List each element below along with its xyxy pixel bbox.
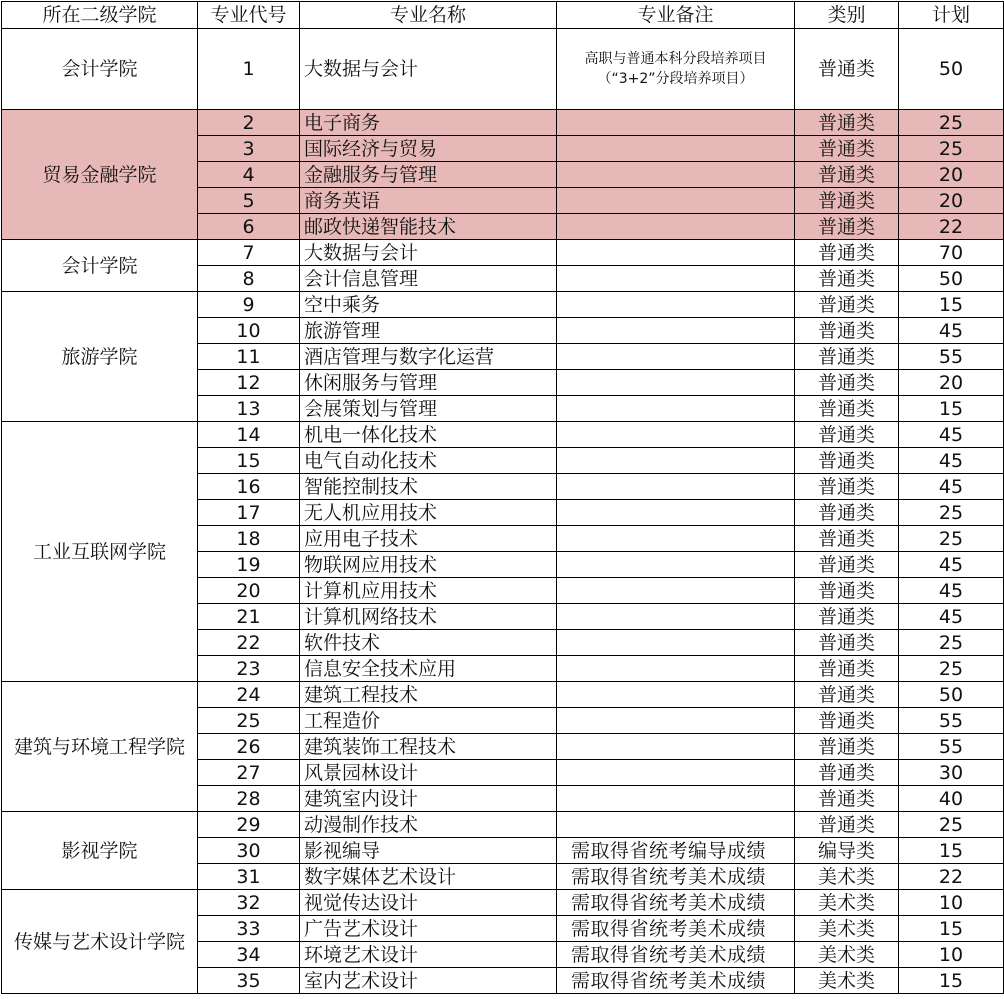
category-cell: 普通类: [795, 474, 899, 500]
major-name-cell: 智能控制技术: [300, 474, 557, 500]
major-code-cell: 8: [198, 266, 300, 292]
major-note-cell: [557, 474, 795, 500]
major-note-cell: [557, 214, 795, 240]
major-code-cell: 15: [198, 448, 300, 474]
major-code-cell: 12: [198, 370, 300, 396]
category-cell: 编导类: [795, 838, 899, 864]
major-name-cell: 计算机网络技术: [300, 604, 557, 630]
major-note-cell: [557, 136, 795, 162]
plan-cell: 15: [899, 292, 1004, 318]
college-cell: 影视学院: [2, 812, 198, 890]
major-code-cell: 31: [198, 864, 300, 890]
plan-cell: 25: [899, 656, 1004, 682]
plan-cell: 25: [899, 136, 1004, 162]
major-note-cell: [557, 760, 795, 786]
major-name-cell: 大数据与会计: [300, 240, 557, 266]
major-name-cell: 环境艺术设计: [300, 942, 557, 968]
table-row: [2, 890, 1004, 916]
major-name-cell: 工程造价: [300, 708, 557, 734]
major-note-cell: [557, 370, 795, 396]
college-cell: 会计学院: [2, 29, 198, 110]
major-name-cell: 机电一体化技术: [300, 422, 557, 448]
major-code-cell: 17: [198, 500, 300, 526]
major-code-cell: 32: [198, 890, 300, 916]
major-note-cell: 需取得省统考美术成绩: [557, 942, 795, 968]
plan-cell: 45: [899, 474, 1004, 500]
plan-cell: 30: [899, 760, 1004, 786]
major-name-cell: 数字媒体艺术设计: [300, 864, 557, 890]
category-cell: 普通类: [795, 136, 899, 162]
major-note-cell: 需取得省统考编导成绩: [557, 838, 795, 864]
major-code-cell: 10: [198, 318, 300, 344]
plan-cell: 45: [899, 448, 1004, 474]
major-name-cell: 电子商务: [300, 110, 557, 136]
major-name-cell: 软件技术: [300, 630, 557, 656]
plan-cell: 25: [899, 526, 1004, 552]
header-category: 类别: [795, 2, 899, 29]
major-note-cell: [557, 422, 795, 448]
category-cell: 美术类: [795, 890, 899, 916]
major-note-cell: [557, 604, 795, 630]
major-code-cell: 20: [198, 578, 300, 604]
plan-cell: 45: [899, 604, 1004, 630]
plan-cell: 20: [899, 188, 1004, 214]
major-name-cell: 邮政快递智能技术: [300, 214, 557, 240]
plan-cell: 15: [899, 968, 1004, 994]
major-name-cell: 大数据与会计: [300, 29, 557, 110]
major-note-cell: [557, 526, 795, 552]
major-name-cell: 无人机应用技术: [300, 500, 557, 526]
plan-cell: 25: [899, 630, 1004, 656]
plan-cell: 55: [899, 344, 1004, 370]
major-note-cell: [557, 266, 795, 292]
college-cell: 建筑与环境工程学院: [2, 682, 198, 812]
major-name-cell: 风景园林设计: [300, 760, 557, 786]
major-name-cell: 商务英语: [300, 188, 557, 214]
header-major-name: 专业名称: [300, 2, 557, 29]
major-code-cell: 3: [198, 136, 300, 162]
major-code-cell: 27: [198, 760, 300, 786]
plan-cell: 22: [899, 214, 1004, 240]
major-name-cell: 室内艺术设计: [300, 968, 557, 994]
major-note-cell: [557, 448, 795, 474]
major-name-cell: 建筑工程技术: [300, 682, 557, 708]
category-cell: 普通类: [795, 578, 899, 604]
plan-cell: 50: [899, 266, 1004, 292]
major-note-cell: 需取得省统考美术成绩: [557, 890, 795, 916]
major-name-cell: 会计信息管理: [300, 266, 557, 292]
plan-cell: 45: [899, 552, 1004, 578]
plan-cell: 45: [899, 422, 1004, 448]
major-name-cell: 建筑室内设计: [300, 786, 557, 812]
category-cell: 普通类: [795, 266, 899, 292]
plan-cell: 15: [899, 396, 1004, 422]
major-code-cell: 21: [198, 604, 300, 630]
major-code-cell: 1: [198, 29, 300, 110]
plan-cell: 40: [899, 786, 1004, 812]
major-note-cell: 需取得省统考美术成绩: [557, 916, 795, 942]
category-cell: 美术类: [795, 916, 899, 942]
plan-cell: 10: [899, 942, 1004, 968]
major-note-cell: [557, 318, 795, 344]
category-cell: 普通类: [795, 188, 899, 214]
major-code-cell: 23: [198, 656, 300, 682]
major-code-cell: 4: [198, 162, 300, 188]
major-code-cell: 5: [198, 188, 300, 214]
college-cell: 贸易金融学院: [2, 110, 198, 240]
category-cell: 普通类: [795, 552, 899, 578]
major-note-cell: [557, 110, 795, 136]
category-cell: 普通类: [795, 162, 899, 188]
plan-cell: 25: [899, 500, 1004, 526]
category-cell: 普通类: [795, 604, 899, 630]
major-name-cell: 应用电子技术: [300, 526, 557, 552]
category-cell: 普通类: [795, 422, 899, 448]
category-cell: 普通类: [795, 526, 899, 552]
major-note-cell: [557, 552, 795, 578]
category-cell: 普通类: [795, 29, 899, 110]
major-code-cell: 7: [198, 240, 300, 266]
major-code-cell: 28: [198, 786, 300, 812]
major-note-cell: 需取得省统考美术成绩: [557, 968, 795, 994]
major-code-cell: 13: [198, 396, 300, 422]
plan-cell: 45: [899, 318, 1004, 344]
plan-cell: 55: [899, 734, 1004, 760]
major-code-cell: 26: [198, 734, 300, 760]
major-code-cell: 34: [198, 942, 300, 968]
major-name-cell: 信息安全技术应用: [300, 656, 557, 682]
major-note-cell: [557, 344, 795, 370]
plan-cell: 20: [899, 162, 1004, 188]
category-cell: 普通类: [795, 682, 899, 708]
major-code-cell: 22: [198, 630, 300, 656]
category-cell: 普通类: [795, 448, 899, 474]
table-row: [2, 682, 1004, 708]
major-code-cell: 2: [198, 110, 300, 136]
category-cell: 普通类: [795, 786, 899, 812]
major-code-cell: 24: [198, 682, 300, 708]
major-name-cell: 空中乘务: [300, 292, 557, 318]
table-row: [2, 292, 1004, 318]
enrollment-plan-table: [1, 1, 1004, 994]
major-code-cell: 9: [198, 292, 300, 318]
category-cell: 普通类: [795, 630, 899, 656]
table-row: [2, 240, 1004, 266]
major-code-cell: 30: [198, 838, 300, 864]
major-code-cell: 11: [198, 344, 300, 370]
major-note-cell: [557, 292, 795, 318]
plan-cell: 20: [899, 370, 1004, 396]
header-code: 专业代号: [198, 2, 300, 29]
category-cell: 普通类: [795, 214, 899, 240]
major-name-cell: 休闲服务与管理: [300, 370, 557, 396]
major-note-cell: [557, 682, 795, 708]
plan-cell: 25: [899, 812, 1004, 838]
major-code-cell: 16: [198, 474, 300, 500]
category-cell: 美术类: [795, 968, 899, 994]
major-note-cell: 高职与普通本科分段培养项目（“3+2”分段培养项目）: [557, 29, 795, 110]
category-cell: 普通类: [795, 292, 899, 318]
major-note-cell: 需取得省统考美术成绩: [557, 864, 795, 890]
category-cell: 普通类: [795, 734, 899, 760]
category-cell: 普通类: [795, 812, 899, 838]
major-note-cell: [557, 708, 795, 734]
major-note-cell: [557, 500, 795, 526]
major-note-cell: [557, 734, 795, 760]
category-cell: 普通类: [795, 240, 899, 266]
college-cell: 会计学院: [2, 240, 198, 292]
major-code-cell: 33: [198, 916, 300, 942]
major-code-cell: 19: [198, 552, 300, 578]
category-cell: 普通类: [795, 656, 899, 682]
plan-cell: 22: [899, 864, 1004, 890]
major-note-cell: [557, 630, 795, 656]
major-name-cell: 动漫制作技术: [300, 812, 557, 838]
category-cell: 普通类: [795, 370, 899, 396]
table-row: [2, 110, 1004, 136]
table-row: [2, 29, 1004, 110]
header-college: 所在二级学院: [2, 2, 198, 29]
plan-cell: 70: [899, 240, 1004, 266]
major-name-cell: 建筑装饰工程技术: [300, 734, 557, 760]
category-cell: 普通类: [795, 396, 899, 422]
plan-cell: 50: [899, 682, 1004, 708]
category-cell: 美术类: [795, 864, 899, 890]
college-cell: 工业互联网学院: [2, 422, 198, 682]
table-body: [2, 29, 1004, 994]
plan-cell: 25: [899, 110, 1004, 136]
table-row: [2, 422, 1004, 448]
category-cell: 普通类: [795, 110, 899, 136]
major-code-cell: 18: [198, 526, 300, 552]
major-code-cell: 6: [198, 214, 300, 240]
header-note: 专业备注: [557, 2, 795, 29]
plan-cell: 10: [899, 890, 1004, 916]
table-row: [2, 812, 1004, 838]
major-note-cell: [557, 162, 795, 188]
major-name-cell: 计算机应用技术: [300, 578, 557, 604]
category-cell: 普通类: [795, 500, 899, 526]
category-cell: 普通类: [795, 318, 899, 344]
plan-cell: 45: [899, 578, 1004, 604]
major-note-cell: [557, 396, 795, 422]
major-note-cell: [557, 240, 795, 266]
category-cell: 普通类: [795, 344, 899, 370]
major-code-cell: 14: [198, 422, 300, 448]
college-cell: 传媒与艺术设计学院: [2, 890, 198, 994]
major-name-cell: 电气自动化技术: [300, 448, 557, 474]
category-cell: 普通类: [795, 760, 899, 786]
major-name-cell: 酒店管理与数字化运营: [300, 344, 557, 370]
category-cell: 普通类: [795, 708, 899, 734]
major-note-cell: [557, 786, 795, 812]
plan-cell: 15: [899, 838, 1004, 864]
major-name-cell: 国际经济与贸易: [300, 136, 557, 162]
major-note-cell: [557, 656, 795, 682]
college-cell: 旅游学院: [2, 292, 198, 422]
major-name-cell: 旅游管理: [300, 318, 557, 344]
major-name-cell: 金融服务与管理: [300, 162, 557, 188]
header-row: [2, 2, 1004, 29]
plan-cell: 55: [899, 708, 1004, 734]
major-code-cell: 35: [198, 968, 300, 994]
major-name-cell: 会展策划与管理: [300, 396, 557, 422]
major-code-cell: 29: [198, 812, 300, 838]
major-note-cell: [557, 812, 795, 838]
major-name-cell: 影视编导: [300, 838, 557, 864]
major-note-cell: [557, 578, 795, 604]
plan-cell: 50: [899, 29, 1004, 110]
major-code-cell: 25: [198, 708, 300, 734]
major-name-cell: 广告艺术设计: [300, 916, 557, 942]
plan-cell: 15: [899, 916, 1004, 942]
major-name-cell: 视觉传达设计: [300, 890, 557, 916]
category-cell: 美术类: [795, 942, 899, 968]
major-note-cell: [557, 188, 795, 214]
header-plan: 计划: [899, 2, 1004, 29]
major-name-cell: 物联网应用技术: [300, 552, 557, 578]
